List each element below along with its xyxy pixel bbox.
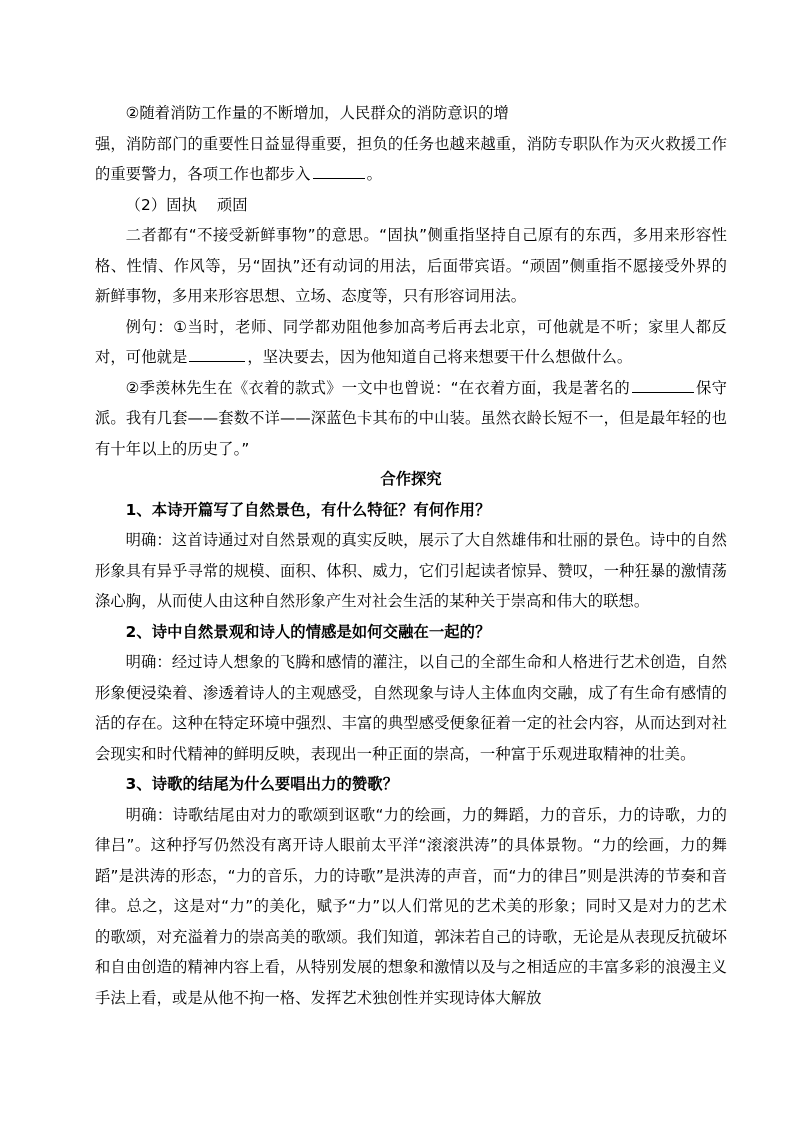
text: 例句：①当时，老师、同学都劝阻他参加高考后再去北京，可他就是不听；家里人都反对，可他就是 — [95, 317, 727, 366]
word-pair-explanation — [95, 220, 727, 312]
text: 强，消防部门的重要性日益显得重要，担负的任务也越来越重，消防专职队作为灭火救援工作的重要警力，各项工作也都步入 — [95, 134, 727, 183]
usage-example-2-line2 — [95, 129, 727, 190]
question-3: 3、诗歌的结尾为什么要唱出力的赞歌？ — [125, 775, 399, 793]
text: 保守派。我有几套——套数不详——深蓝色卡其布的中山装。虽然衣龄长短不一，但是最年轻的也有十年以上的历史了。” — [95, 378, 727, 458]
fill-in-blank — [632, 376, 694, 393]
text: （2）固执 顽固 — [125, 195, 248, 214]
section-heading: 合作探究 — [380, 470, 442, 488]
usage-example-2-line1 — [95, 98, 727, 129]
fill-in-blank — [189, 345, 245, 362]
text: ②随着消防工作量的不断增加，人民群众的消防意识的增 — [125, 104, 509, 122]
text: ②季羡林先生在《衣着的款式》一文中也曾说：“在衣着方面，我是著名的 — [125, 378, 630, 397]
word-pair-title — [95, 190, 727, 221]
question-1: 1、本诗开篇写了自然景色，有什么特征？有何作用？ — [125, 500, 491, 519]
document-page — [95, 98, 727, 1013]
answer-1: 明确：这首诗通过对自然景观的真实反映，展示了大自然雄伟和壮丽的景色。诗中的自然形象具有异乎寻常的规模、面积、体积、威力，它们引起读者惊异、赞叹，一种狂暴的激情荡涤心胸，从而使人由这种自然形象产生对社会生活的某种关于崇高和伟大的联想。 — [95, 531, 727, 610]
answer-2: 明确：经过诗人想象的飞腾和感情的灌注，以自己的全部生命和人格进行艺术创造，自然形象便浸染着、渗透着诗人的主观感受，自然现象与诗人主体血肉交融，成了有生命有感情的活的存在。这种在特定环境中强烈、丰富的典型感受便象征着一定的社会内容，从而达到对社会现实和时代精神的鲜明反映，表现出一种正面的崇高，一种富于乐观进取精神的壮美。 — [95, 653, 727, 763]
text: 二者都有“不接受新鲜事物”的意思。“固执”侧重指坚持自己原有的东西，多用来形容性格、性情、作风等，另“固执”还有动词的用法，后面带宾语。“顽固”侧重指不愿接受外界的新鲜事物，多用来形容思想、立场、态度等，只有形容词用法。 — [95, 226, 727, 305]
text: 。 — [366, 165, 382, 183]
example-sentence-1 — [95, 312, 727, 373]
question-2: 2、诗中自然景观和诗人的情感是如何交融在一起的？ — [125, 622, 491, 641]
fill-in-blank — [313, 162, 365, 179]
answer-3: 明确：诗歌结尾由对力的歌颂到讴歌“力的绘画，力的舞蹈，力的音乐，力的诗歌，力的律吕”。这种抒写仍然没有离开诗人眼前太平洋“滚滚洪涛”的具体景物。“力的绘画，力的舞蹈”是洪涛的形态，“力的音乐，力的诗歌”是洪涛的声音，而“力的律吕”则是洪涛的节奏和音律。总之，这是对“力”的美化，赋予“力”以人们常见的艺术美的形象；同时又是对力的艺术的歌颂，对充溢着力的崇高美的歌颂。我们知道，郭沫若自己的诗歌，无论是从表现反抗破坏和自由创造的精神内容上看，从特别发展的想象和激情以及与之相适应的丰富多彩的浪漫主义手法上看，或是从他不拘一格、发挥艺术独创性并实现诗体大解放 — [95, 805, 727, 1007]
text: ，坚决要去，因为他知道自己将来想要干什么想做什么。 — [247, 348, 633, 366]
example-sentence-2 — [95, 373, 727, 465]
